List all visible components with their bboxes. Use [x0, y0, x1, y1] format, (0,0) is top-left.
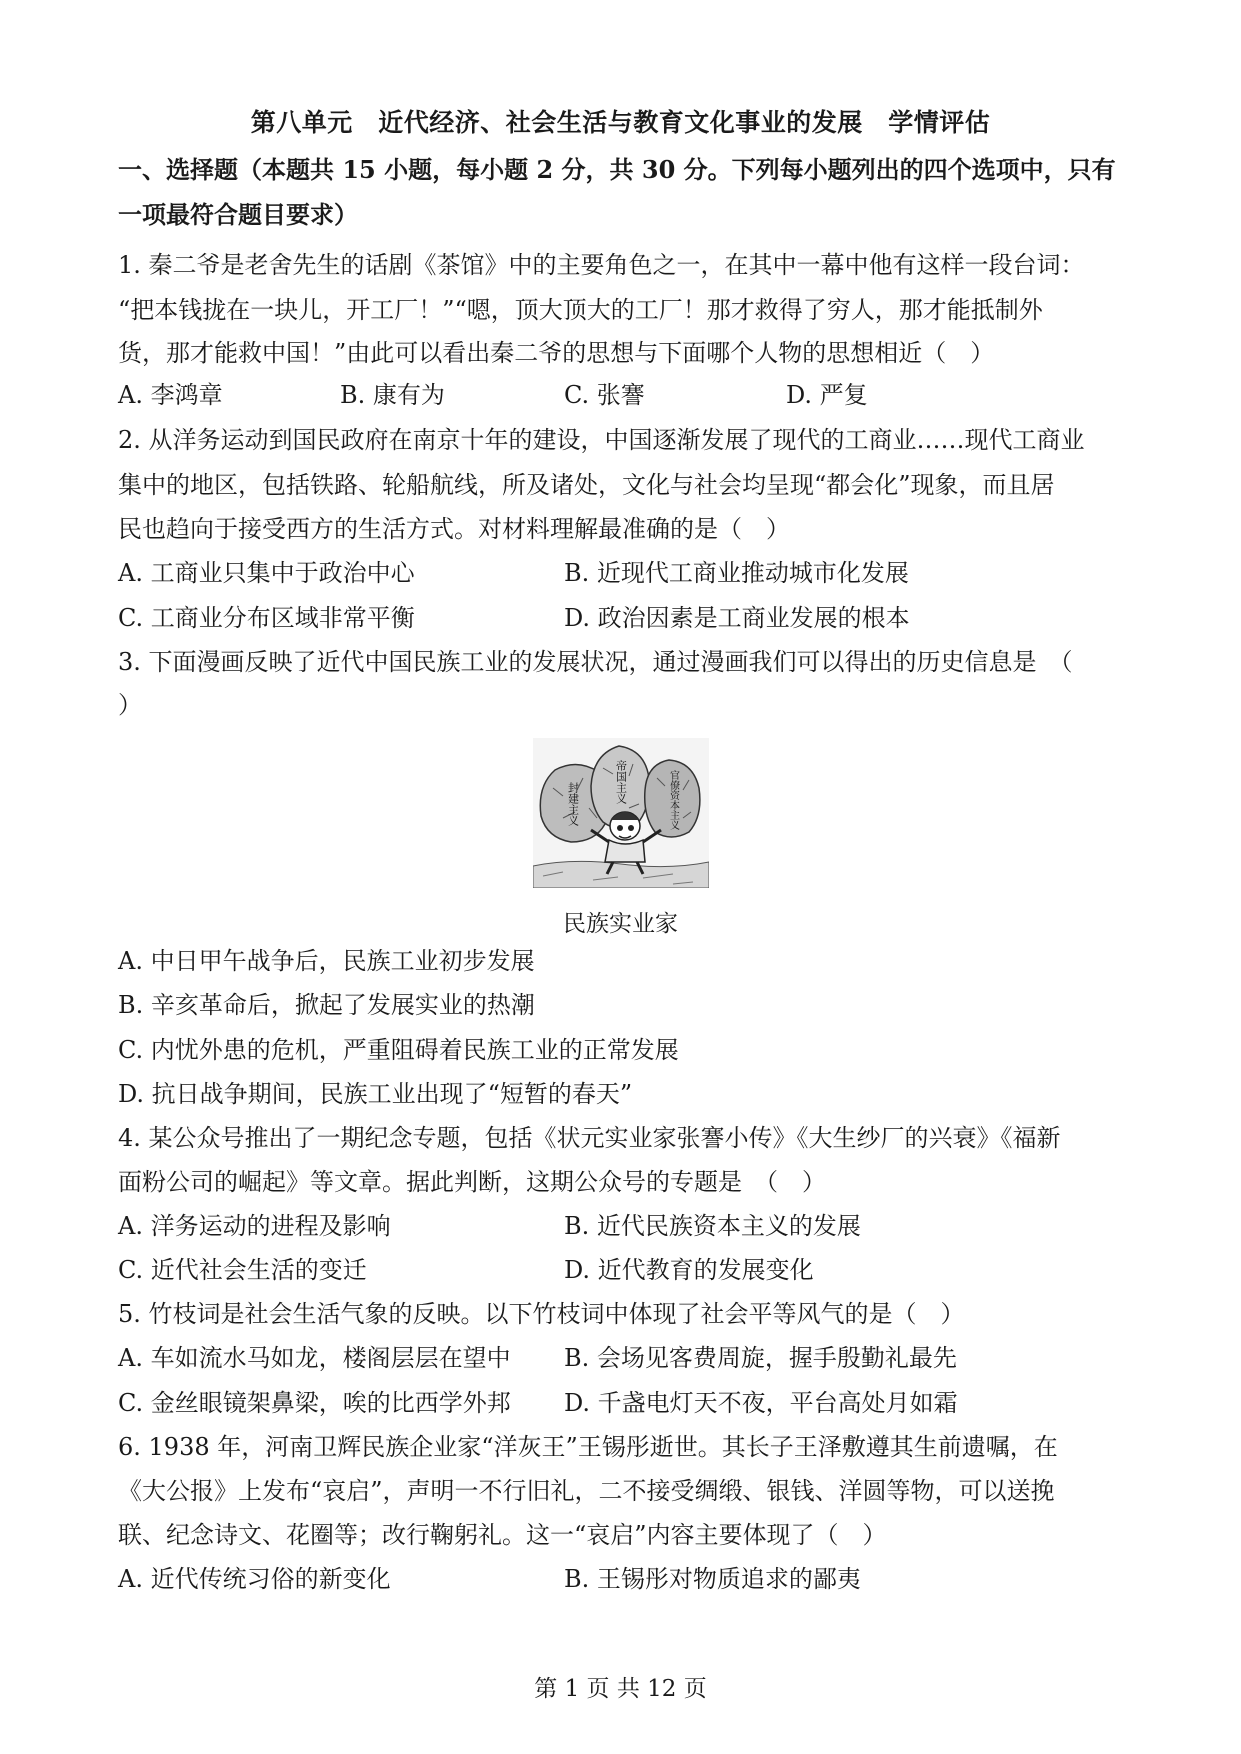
section-heading-line-2: 一项最符合题目要求）	[118, 200, 358, 229]
q6-line-1: 6. 1938 年，河南卫辉民族企业家“洋灰王”王锡彤逝世。其长子王泽敷遵其生前遗嘱，在	[118, 1433, 1058, 1461]
cartoon-label-imperialism: 帝国主义	[614, 760, 628, 804]
q3-option-c: C. 内忧外患的危机，严重阻碍着民族工业的正常发展	[118, 1036, 679, 1064]
q2-line-3: 民也趋向于接受西方的生活方式。对材料理解最准确的是（ ）	[118, 515, 790, 543]
q5-line-1: 5. 竹枝词是社会生活气象的反映。以下竹枝词中体现了社会平等风气的是（ ）	[118, 1300, 965, 1328]
q2-option-b: B. 近现代工商业推动城市化发展	[564, 559, 909, 587]
q2-option-a: A. 工商业只集中于政治中心	[118, 559, 415, 587]
q1-line-1: 1. 秦二爷是老舍先生的话剧《茶馆》中的主要角色之一，在其中一幕中他有这样一段台词：	[118, 251, 1085, 279]
q6-option-a: A. 近代传统习俗的新变化	[118, 1565, 391, 1593]
q3-line-2: ）	[118, 691, 142, 719]
q1-option-b: B. 康有为	[340, 381, 445, 409]
section-heading-line-1: 一、选择题（本题共 15 小题，每小题 2 分，共 30 分。下列每小题列出的四个选项中，只有	[118, 155, 1116, 184]
q1-option-a: A. 李鸿章	[118, 381, 223, 409]
cartoon-label-feudalism: 封建主义	[566, 782, 580, 826]
page-footer: 第 1 页 共 12 页	[534, 1676, 707, 1702]
q4-option-b: B. 近代民族资本主义的发展	[564, 1212, 861, 1240]
q2-line-1: 2. 从洋务运动到国民政府在南京十年的建设，中国逐渐发展了现代的工商业……现代工商业	[118, 426, 1085, 454]
q5-option-c: C. 金丝眼镜架鼻梁，唉的比西学外邦	[118, 1389, 511, 1417]
section-heading	[118, 147, 1128, 237]
q1-line-2: “把本钱拢在一块儿，开工厂！”“嗯，顶大顶大的工厂！那才救得了穷人，那才能抵制外	[118, 296, 1043, 324]
q4-option-c: C. 近代社会生活的变迁	[118, 1256, 367, 1284]
q1-option-c: C. 张謇	[564, 381, 645, 409]
q4-option-d: D. 近代教育的发展变化	[564, 1256, 814, 1284]
q6-option-b: B. 王锡彤对物质追求的鄙夷	[564, 1565, 861, 1593]
q4-line-1: 4. 某公众号推出了一期纪念专题，包括《状元实业家张謇小传》《大生纱厂的兴衰》《福新	[118, 1124, 1061, 1152]
q5-option-d: D. 千盏电灯天不夜，平台高处月如霜	[564, 1389, 958, 1417]
q5-option-b: B. 会场见客费周旋，握手殷勤礼最先	[564, 1344, 957, 1372]
q3-option-b: B. 辛亥革命后，掀起了发展实业的热潮	[118, 991, 535, 1019]
cartoon-caption: 民族实业家	[563, 911, 678, 937]
q1-line-3: 货，那才能救中国！”由此可以看出秦二爷的思想与下面哪个人物的思想相近（ ）	[118, 339, 995, 367]
q3-option-d: D. 抗日战争期间，民族工业出现了“短暂的春天”	[118, 1080, 633, 1108]
q2-option-c: C. 工商业分布区域非常平衡	[118, 604, 415, 632]
q4-line-2: 面粉公司的崛起》等文章。据此判断，这期公众号的专题是 （ ）	[118, 1168, 826, 1196]
q2-option-d: D. 政治因素是工商业发展的根本	[564, 604, 910, 632]
q5-option-a: A. 车如流水马如龙，楼阁层层在望中	[118, 1344, 511, 1372]
q1-option-d: D. 严复	[786, 381, 868, 409]
national-industrialist-cartoon	[533, 738, 709, 888]
q6-line-2: 《大公报》上发布“哀启”，声明一不行旧礼，二不接受绸缎、银钱、洋圆等物，可以送挽	[118, 1477, 1055, 1505]
page-title: 第八单元 近代经济、社会生活与教育文化事业的发展 学情评估	[250, 108, 991, 137]
q3-line-1: 3. 下面漫画反映了近代中国民族工业的发展状况，通过漫画我们可以得出的历史信息是 （	[118, 648, 1073, 676]
q6-line-3: 联、纪念诗文、花圈等；改行鞠躬礼。这一“哀启”内容主要体现了（ ）	[118, 1521, 887, 1549]
q2-line-2: 集中的地区，包括铁路、轮船航线，所及诸处，文化与社会均呈现“都会化”现象，而且居	[118, 471, 1055, 499]
cartoon-label-bureaucratic-capitalism: 官僚资本主义	[667, 770, 679, 830]
q4-option-a: A. 洋务运动的进程及影响	[118, 1212, 391, 1240]
q3-option-a: A. 中日甲午战争后，民族工业初步发展	[118, 947, 535, 975]
